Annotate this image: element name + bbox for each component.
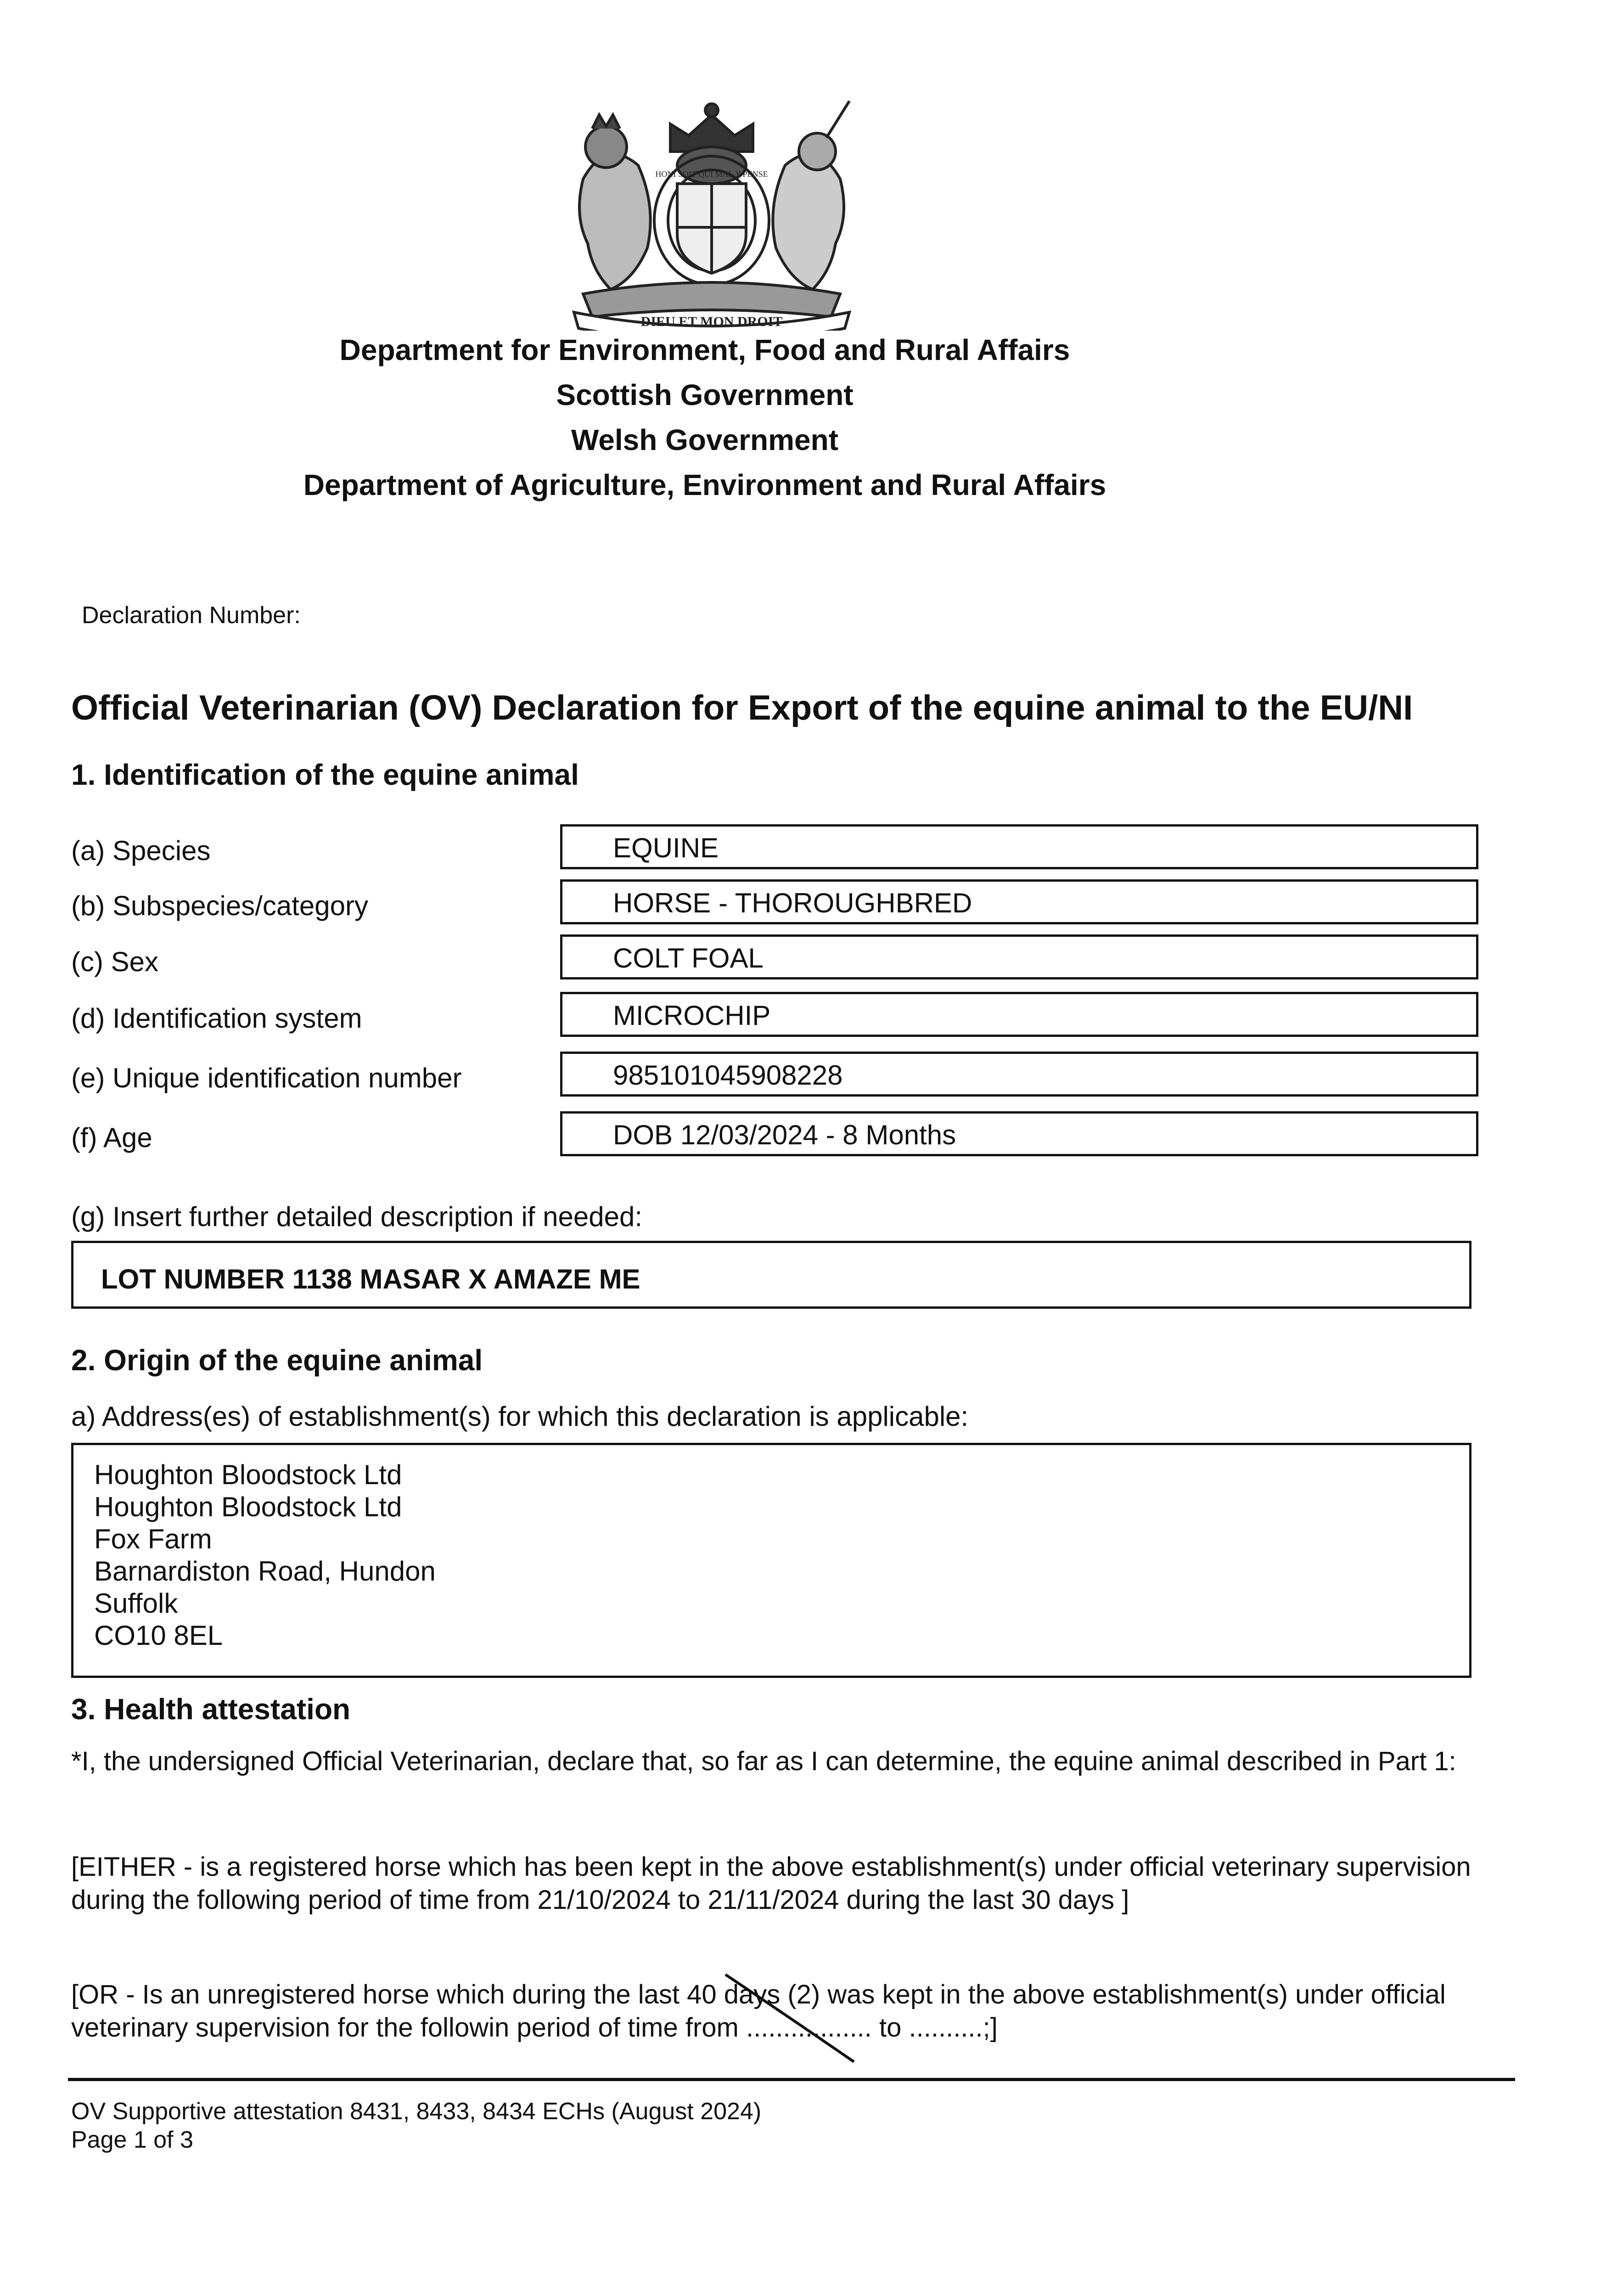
unique-id-value: 985101045908228	[613, 1060, 843, 1091]
attestation-intro: *I, the undersigned Official Veterinarian, declare that, so far as I can determine, the equine animal described in Part 1:	[71, 1746, 1456, 1776]
age-field	[560, 1111, 1478, 1156]
unique-id-field	[560, 1052, 1478, 1097]
species-value: EQUINE	[613, 833, 719, 863]
identification-system-field	[560, 992, 1478, 1037]
address-line: Houghton Bloodstock Ltd	[94, 1459, 402, 1490]
age-label: (f) Age	[71, 1122, 152, 1153]
description-field	[71, 1241, 1471, 1309]
address-line: Barnardiston Road, Hundon	[94, 1556, 436, 1587]
section-2-heading: 2. Origin of the equine animal	[71, 1344, 483, 1377]
attestation-or-clause: [OR - Is an unregistered horse which during the last 40 days (2) was kept in the above establishment(s) under official veterinary supervision for the followin period of time from ................. to ..........;]	[71, 1980, 1446, 2043]
department-defra: Department for Environment, Food and Rural Affairs	[339, 333, 1070, 366]
address-line: CO10 8EL	[94, 1620, 223, 1651]
address-line: Houghton Bloodstock Ltd	[94, 1491, 402, 1522]
section-1-heading: 1. Identification of the equine animal	[71, 758, 579, 791]
age-value: DOB 12/03/2024 - 8 Months	[613, 1120, 956, 1150]
address-box	[71, 1443, 1471, 1678]
footer-divider	[68, 2078, 1515, 2081]
footer-attestation-reference: OV Supportive attestation 8431, 8433, 8434 ECHs (August 2024)	[71, 2098, 762, 2125]
department-welsh-government: Welsh Government	[571, 423, 839, 456]
subspecies-value: HORSE - THOROUGHBRED	[613, 888, 972, 918]
attestation-either-clause: [EITHER - is a registered horse which has been kept in the above establishment(s) under official veterinary supervision during the following period of time from 21/10/2024 to 21/11/2024 during the last 30 days ]	[71, 1852, 1471, 1915]
footer-page-number: Page 1 of 3	[71, 2127, 193, 2153]
department-daera: Department of Agriculture, Environment and Rural Affairs	[303, 468, 1106, 501]
crest-motto: DIEU ET MON DROIT	[640, 314, 783, 329]
address-label: a) Address(es) of establishment(s) for which this declaration is applicable:	[71, 1401, 969, 1432]
strikethrough-mark	[716, 1970, 863, 2071]
sex-value: COLT FOAL	[613, 943, 764, 974]
unique-id-label: (e) Unique identification number	[71, 1063, 462, 1093]
subspecies-field	[560, 879, 1478, 924]
crest-garter-text: HONI SOIT QUI MAL Y PENSE	[655, 169, 768, 179]
document-title: Official Veterinarian (OV) Declaration for Export of the equine animal to the EU/NI	[71, 688, 1413, 727]
subspecies-label: (b) Subspecies/category	[71, 890, 368, 921]
description-value: LOT NUMBER 1138 MASAR X AMAZE ME	[101, 1264, 640, 1294]
section-3-heading: 3. Health attestation	[71, 1693, 351, 1726]
royal-coat-of-arms-logo	[556, 96, 868, 331]
address-line: Suffolk	[94, 1588, 178, 1619]
declaration-number-label: Declaration Number:	[82, 602, 301, 629]
sex-label: (c) Sex	[71, 946, 159, 977]
address-line: Fox Farm	[94, 1524, 212, 1554]
identification-system-label: (d) Identification system	[71, 1003, 362, 1034]
species-field	[560, 824, 1478, 869]
sex-field	[560, 934, 1478, 979]
identification-system-value: MICROCHIP	[613, 1000, 771, 1031]
department-scottish-government: Scottish Government	[556, 378, 854, 411]
description-label: (g) Insert further detailed description if needed:	[71, 1201, 643, 1232]
species-label: (a) Species	[71, 835, 211, 866]
